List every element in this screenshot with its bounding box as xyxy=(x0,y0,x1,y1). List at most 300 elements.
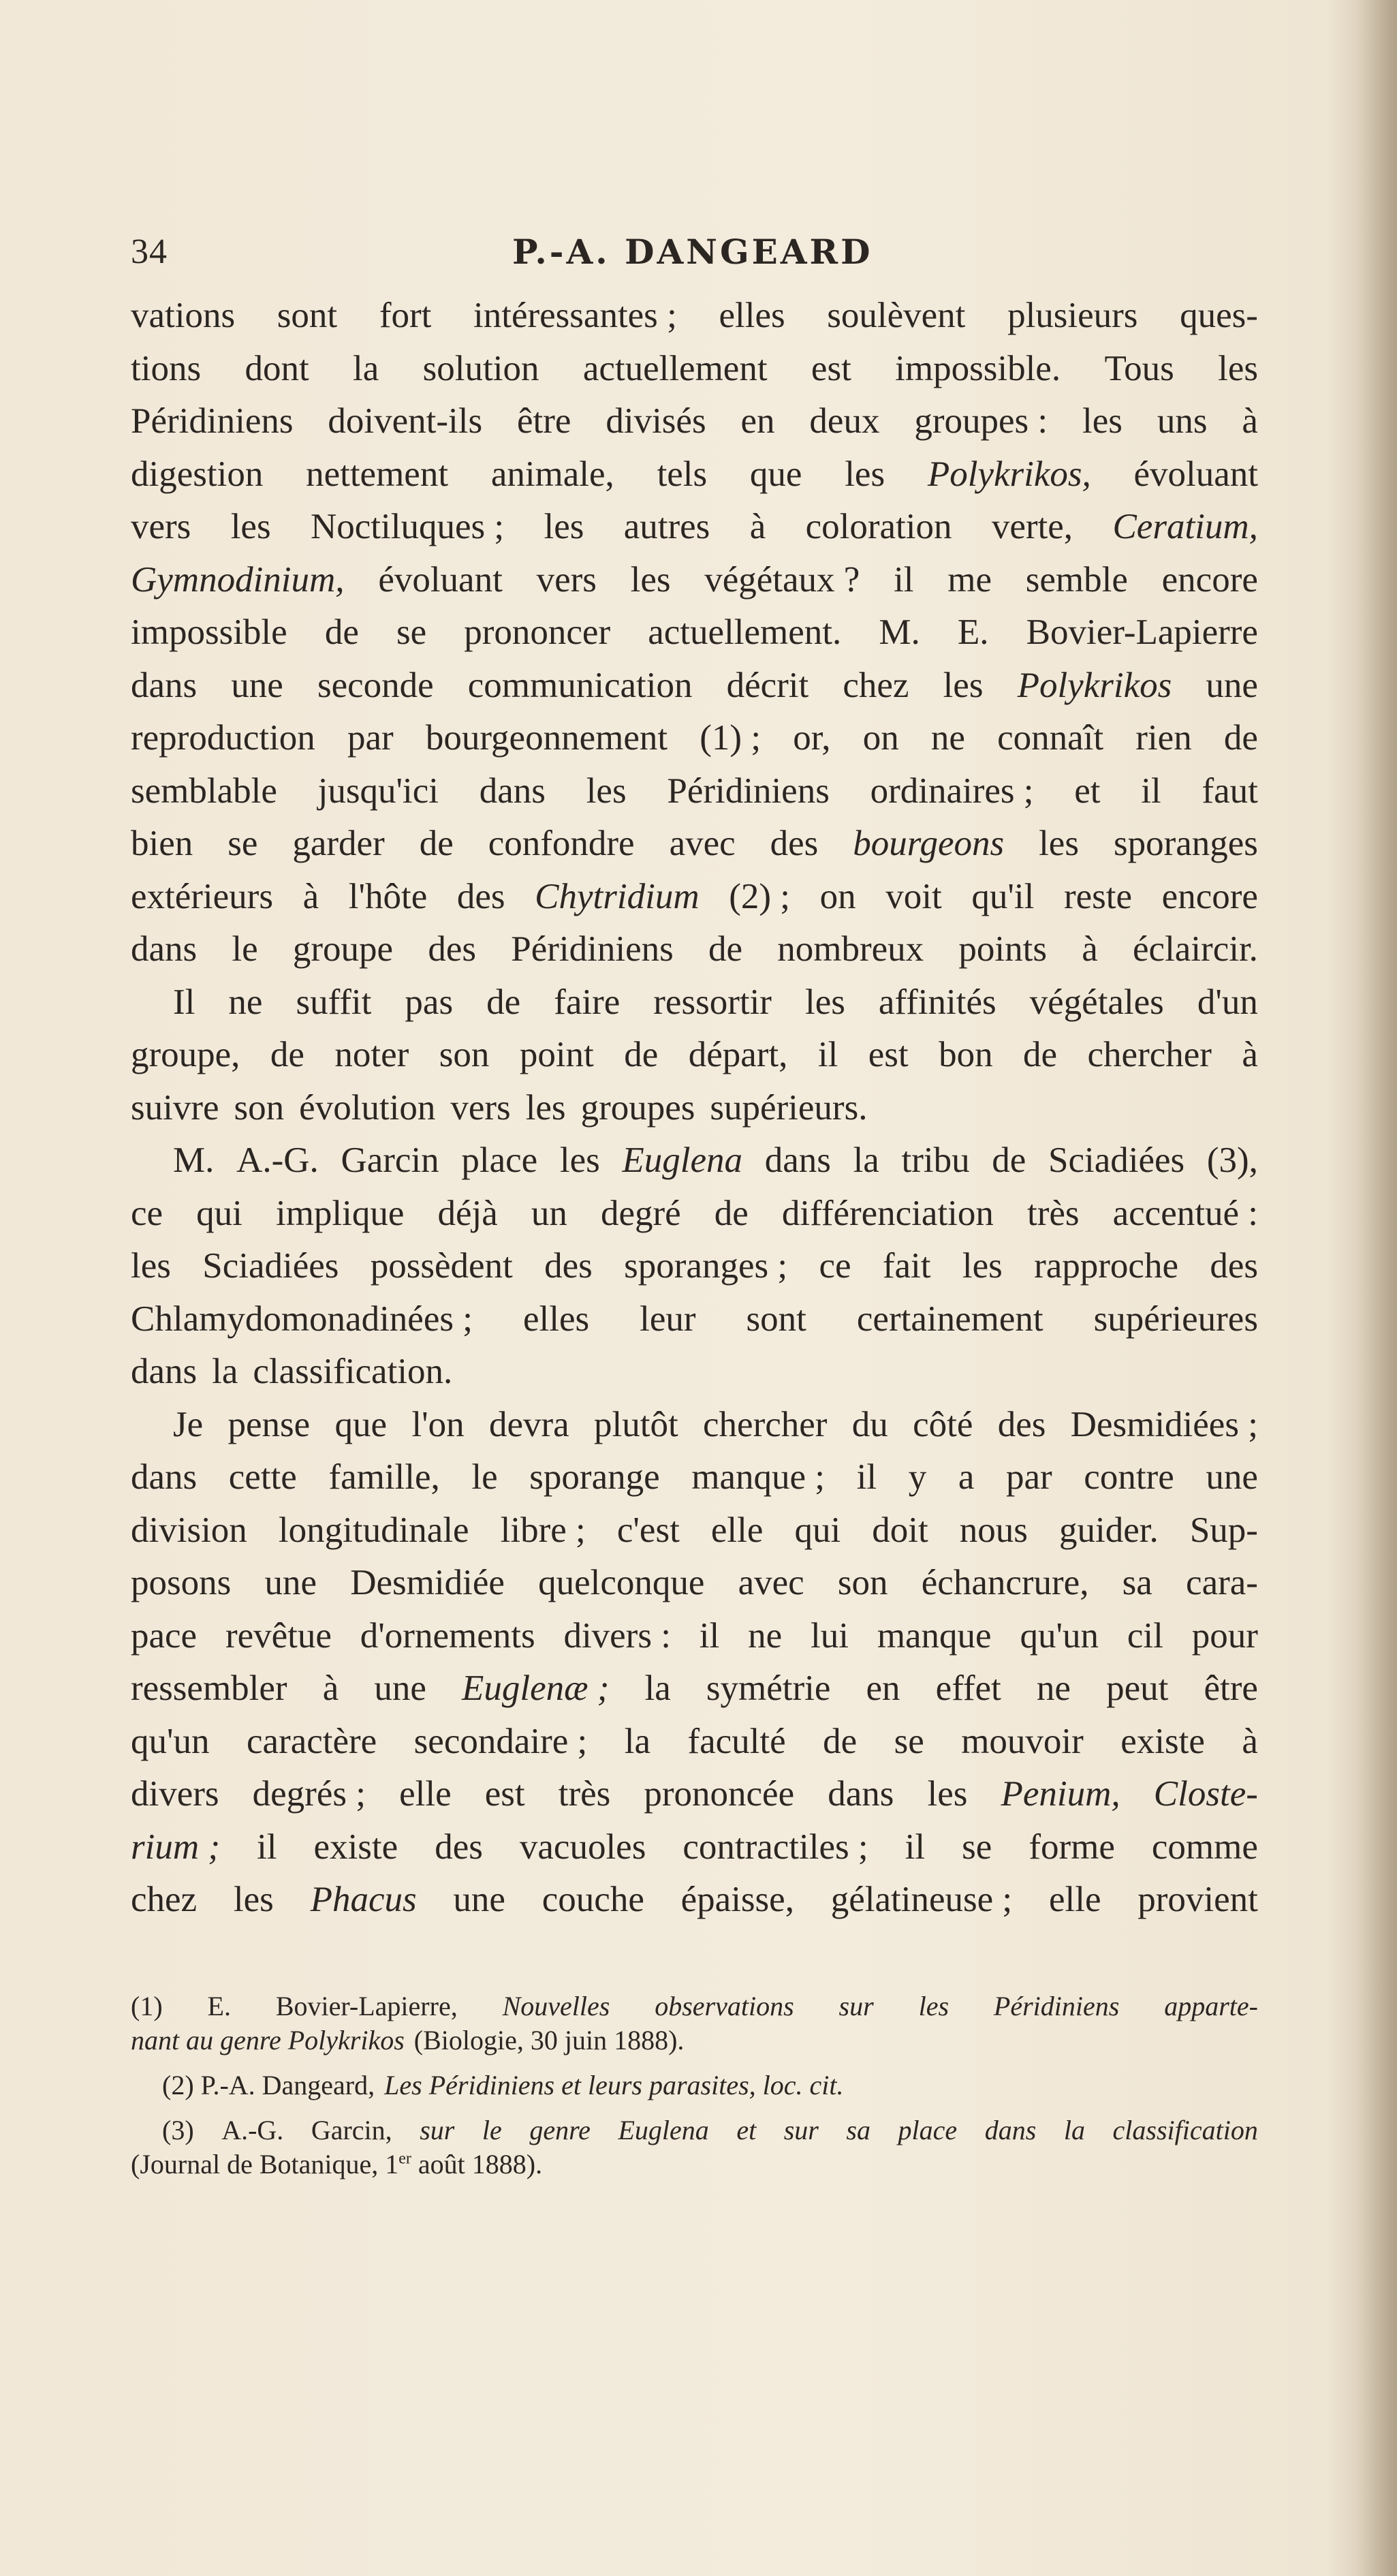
word: différenciation xyxy=(781,1193,994,1233)
word: les xyxy=(845,454,885,494)
text-line xyxy=(131,343,1258,396)
word: une xyxy=(1206,1457,1258,1497)
word: la xyxy=(624,1721,650,1761)
word: la xyxy=(853,1140,879,1180)
word: les xyxy=(131,1246,171,1286)
word: uns xyxy=(1157,401,1208,441)
text-line xyxy=(131,1399,1258,1452)
word: reproduction xyxy=(131,718,315,758)
word: divisés xyxy=(606,401,706,441)
footnote-word: sur xyxy=(838,1991,874,2021)
word: les xyxy=(805,982,845,1022)
word: caractère xyxy=(247,1721,377,1761)
word: Penium, xyxy=(1001,1774,1120,1814)
footnote-word: sur xyxy=(783,2115,819,2145)
word: gélatineuse ; xyxy=(830,1880,1013,1919)
word: Garcin xyxy=(341,1140,439,1180)
word: manque ; xyxy=(691,1457,825,1497)
word: on xyxy=(862,718,899,758)
word: provient xyxy=(1137,1880,1258,1919)
footnote-word: Péridiniens xyxy=(993,1991,1120,2021)
text-line xyxy=(131,290,1258,343)
word: jusqu'ici xyxy=(317,771,439,811)
text-line xyxy=(131,1082,1258,1135)
word: Euglena xyxy=(622,1140,743,1180)
footnotes xyxy=(131,1989,1258,2192)
footnote-3 xyxy=(131,2113,1258,2182)
word: être xyxy=(517,401,571,441)
word: elle xyxy=(710,1510,764,1550)
word: vations xyxy=(131,296,236,335)
footnote-1-italic: nant au genre Polykrikos xyxy=(131,2025,405,2055)
word: communication xyxy=(467,665,693,705)
word: est xyxy=(811,348,851,388)
word: l'hôte xyxy=(348,876,428,916)
word: revêtue xyxy=(225,1615,332,1656)
word: des xyxy=(770,824,819,863)
footnote-word: place xyxy=(898,2115,958,2145)
word: on xyxy=(819,876,856,916)
word: sont xyxy=(746,1299,806,1339)
word: très xyxy=(1027,1193,1080,1233)
footnote-word: dans xyxy=(984,2115,1037,2145)
word: doivent-ils xyxy=(328,401,483,441)
footnote-3-line-1 xyxy=(131,2113,1258,2147)
word: faire xyxy=(554,982,621,1022)
word: voit xyxy=(885,876,942,916)
word: possèdent xyxy=(370,1246,513,1286)
word: (3), xyxy=(1206,1140,1258,1180)
word: les xyxy=(230,507,271,546)
word: quelconque xyxy=(538,1563,705,1602)
word: or, xyxy=(793,718,831,758)
word: (1) ; xyxy=(700,718,762,758)
word: tribu xyxy=(901,1140,970,1180)
footnote-word: Garcin, xyxy=(311,2115,392,2145)
word: Péridiniens xyxy=(131,401,294,441)
word: des xyxy=(544,1246,593,1286)
word: et xyxy=(1074,771,1101,811)
word: encore xyxy=(1161,876,1258,916)
word: se xyxy=(396,612,427,652)
word: soulèvent xyxy=(827,296,966,335)
word: devra xyxy=(488,1404,569,1444)
text-line xyxy=(131,1029,1258,1082)
word: lui xyxy=(811,1615,849,1656)
word: cette xyxy=(228,1457,297,1497)
word: sporanges ; xyxy=(624,1246,788,1286)
text-line xyxy=(131,1451,1258,1504)
word: est xyxy=(484,1774,525,1814)
text-line xyxy=(131,871,1258,924)
text-line xyxy=(131,1293,1258,1346)
word: ne xyxy=(1036,1669,1071,1708)
word: chez xyxy=(843,665,909,705)
word: chez xyxy=(131,1880,198,1919)
word: les xyxy=(927,1774,968,1814)
word: éclaircir. xyxy=(1133,929,1258,969)
text-line xyxy=(131,1821,1258,1874)
word: de xyxy=(823,1721,858,1761)
word: Il xyxy=(173,982,195,1022)
word: Tous xyxy=(1104,348,1174,388)
word: les xyxy=(962,1246,1003,1286)
word: deux xyxy=(809,401,880,441)
word: nombreux xyxy=(777,929,924,969)
word: groupe, xyxy=(131,1035,240,1074)
word: de xyxy=(270,1035,304,1074)
word: vacuoles xyxy=(519,1827,646,1867)
word: a xyxy=(958,1457,975,1497)
footnote-word: observations xyxy=(655,1991,794,2021)
word: degrés ; xyxy=(252,1774,366,1814)
word: effet xyxy=(935,1669,1001,1708)
word: chercher xyxy=(1087,1035,1212,1074)
word: cil xyxy=(1127,1615,1163,1656)
body-text xyxy=(131,290,1258,1927)
word: (2) ; xyxy=(729,876,791,916)
word: Chytridium xyxy=(535,876,700,916)
word: la xyxy=(212,1352,238,1391)
word: sont xyxy=(277,296,338,335)
word: point xyxy=(519,1035,594,1074)
word: il xyxy=(856,1457,877,1497)
word: pense xyxy=(227,1404,311,1444)
footnote-3-line-2 xyxy=(131,2147,1258,2182)
word: vers xyxy=(450,1087,511,1128)
footnote-2-author: (2) P.-A. Dangeard, xyxy=(162,2070,375,2100)
word: bien xyxy=(131,824,193,863)
word: division xyxy=(131,1510,247,1550)
word: forme xyxy=(1029,1827,1115,1867)
word: rapproche xyxy=(1034,1246,1178,1286)
word: plutôt xyxy=(594,1404,678,1444)
word: avec xyxy=(669,824,736,863)
word: ne xyxy=(930,718,965,758)
word: il xyxy=(257,1827,277,1867)
word: place xyxy=(461,1140,538,1180)
word: côté xyxy=(913,1404,973,1444)
word: manque xyxy=(877,1615,992,1656)
word: rium ; xyxy=(131,1827,221,1867)
word: l'on xyxy=(411,1404,465,1444)
word: à xyxy=(302,876,319,916)
word: qui xyxy=(196,1193,242,1233)
word: intéressantes ; xyxy=(473,296,677,335)
word: certainement xyxy=(856,1299,1043,1339)
word: Closte- xyxy=(1153,1774,1258,1814)
word: ressembler xyxy=(131,1669,287,1708)
word: A.-G. xyxy=(236,1140,319,1180)
word: suivre xyxy=(131,1087,219,1128)
word: pour xyxy=(1191,1615,1258,1656)
word: départ, xyxy=(688,1035,788,1074)
word: pas xyxy=(405,982,454,1022)
word: pace xyxy=(131,1615,198,1656)
word: de xyxy=(624,1035,659,1074)
word: supérieures xyxy=(1093,1299,1258,1339)
footnote-word: A.-G. xyxy=(221,2115,284,2145)
word: des xyxy=(456,876,505,916)
word: contractiles ; xyxy=(682,1827,868,1867)
text-line xyxy=(131,659,1258,713)
word: les xyxy=(559,1140,600,1180)
word: me xyxy=(947,559,992,600)
word: les xyxy=(233,1880,274,1919)
word: prononcée xyxy=(644,1774,795,1814)
word: évoluant xyxy=(378,559,503,600)
word: existe xyxy=(1120,1721,1205,1761)
word: actuellement. xyxy=(648,612,842,652)
word: de xyxy=(708,929,743,969)
page-number: 34 xyxy=(131,232,168,271)
word: connaît xyxy=(997,718,1104,758)
word: suffit xyxy=(296,982,372,1022)
word: coloration xyxy=(805,507,952,546)
text-line xyxy=(131,1874,1258,1927)
footnote-1 xyxy=(131,1989,1258,2058)
text-line xyxy=(131,1662,1258,1716)
word: groupes : xyxy=(914,401,1048,441)
word: des xyxy=(435,1827,483,1867)
word: vers xyxy=(131,507,191,546)
word: animale, xyxy=(490,454,614,494)
word: les xyxy=(544,507,584,546)
text-line xyxy=(131,606,1258,659)
word: Polykrikos xyxy=(1017,665,1172,705)
word: impossible. xyxy=(895,348,1061,388)
word: Chlamydomonadinées ; xyxy=(131,1299,473,1339)
footnote-2 xyxy=(131,2068,1258,2102)
word: déjà xyxy=(437,1193,498,1233)
word: la xyxy=(353,348,379,388)
word: elles xyxy=(719,296,785,335)
word: sporange xyxy=(529,1457,660,1497)
word: il xyxy=(1141,771,1161,811)
word: confondre xyxy=(488,824,635,863)
text-line xyxy=(131,1610,1258,1663)
footnote-word: E. xyxy=(207,1991,231,2021)
footnote-1-line-1 xyxy=(131,1989,1258,2023)
word: les xyxy=(1039,824,1079,863)
text-line xyxy=(131,501,1258,554)
word: des xyxy=(1210,1246,1258,1286)
word: des xyxy=(997,1404,1046,1444)
word: évoluant xyxy=(1133,454,1258,494)
footnote-word: Bovier-Lapierre, xyxy=(275,1991,458,2021)
footnote-1-source: (Biologie, 30 juin 1888). xyxy=(413,2025,685,2055)
word: des xyxy=(428,929,476,969)
word: bon xyxy=(939,1035,993,1074)
word: de xyxy=(992,1140,1026,1180)
word: M. xyxy=(879,612,920,652)
word: le xyxy=(471,1457,498,1497)
word: semblable xyxy=(131,771,277,811)
word: à xyxy=(1242,1721,1258,1761)
word: Polykrikos, xyxy=(927,454,1091,494)
word: les xyxy=(1218,348,1258,388)
word: guider. xyxy=(1059,1510,1159,1550)
word: de xyxy=(1023,1035,1058,1074)
word: les xyxy=(586,771,627,811)
footnote-2-title: Les Péridiniens et leurs parasites, loc. cit. xyxy=(384,2070,844,2100)
word: son xyxy=(439,1035,490,1074)
footnote-word: genre xyxy=(529,2115,591,2145)
word: sa xyxy=(1122,1563,1152,1602)
footnote-3-journal: (Journal de Botanique, 1er août 1888). xyxy=(131,2149,543,2179)
word: comme xyxy=(1151,1827,1258,1867)
word: degré xyxy=(600,1193,681,1233)
word: ordinaires ; xyxy=(870,771,1034,811)
word: dans xyxy=(479,771,546,811)
word: dans xyxy=(131,665,198,705)
word: les xyxy=(630,559,671,600)
word: une xyxy=(231,665,283,705)
word: Desmidiées ; xyxy=(1070,1404,1258,1444)
word: groupe xyxy=(292,929,394,969)
word: une xyxy=(264,1563,317,1602)
text-line xyxy=(131,712,1258,765)
footnote-word: (1) xyxy=(131,1991,163,2021)
word: à xyxy=(1082,929,1098,969)
word: tions xyxy=(131,348,202,388)
word: les xyxy=(525,1087,566,1128)
word: seconde xyxy=(317,665,434,705)
word: famille, xyxy=(328,1457,440,1497)
word: une xyxy=(453,1880,505,1919)
word: il xyxy=(817,1035,838,1074)
word: divers xyxy=(131,1774,219,1814)
word: contre xyxy=(1084,1457,1174,1497)
word: points xyxy=(958,929,1047,969)
word: semble xyxy=(1025,559,1128,600)
word: faut xyxy=(1202,771,1258,811)
word: dans xyxy=(131,929,198,969)
word: épaisse, xyxy=(680,1880,794,1919)
word: ne xyxy=(228,982,263,1022)
word: il xyxy=(894,559,914,600)
word: il xyxy=(699,1615,720,1656)
word: à xyxy=(1242,1035,1258,1074)
word: Desmidiée xyxy=(350,1563,505,1602)
text-line xyxy=(131,1557,1258,1610)
word: solution xyxy=(422,348,539,388)
word: mouvoir xyxy=(961,1721,1084,1761)
word: se xyxy=(894,1721,924,1761)
word: nous xyxy=(959,1510,1028,1550)
word: Péridiniens xyxy=(667,771,830,811)
word: noter xyxy=(334,1035,409,1074)
word: ce xyxy=(131,1193,163,1233)
word: groupes xyxy=(580,1087,695,1128)
footnote-word: le xyxy=(482,2115,502,2145)
word: dans xyxy=(131,1352,198,1391)
word: les xyxy=(943,665,984,705)
word: posons xyxy=(131,1563,232,1602)
word: se xyxy=(962,1827,992,1867)
word: elle xyxy=(1048,1880,1101,1919)
word: secondaire ; xyxy=(413,1721,588,1761)
word: elle xyxy=(399,1774,452,1814)
word: divers : xyxy=(563,1615,671,1656)
text-line xyxy=(131,1504,1258,1557)
word: Phacus xyxy=(310,1880,417,1919)
word: décrit xyxy=(726,665,809,705)
word: de xyxy=(714,1193,749,1233)
word: Euglenæ ; xyxy=(462,1669,610,1708)
footnote-2-line-1 xyxy=(131,2068,1258,2102)
word: que xyxy=(334,1404,388,1444)
word: par xyxy=(347,718,394,758)
word: à xyxy=(1242,401,1258,441)
word: plusieurs xyxy=(1007,296,1138,335)
word: à xyxy=(322,1669,339,1708)
text-line xyxy=(131,395,1258,448)
text-line xyxy=(131,1188,1258,1241)
word: Sciadiées xyxy=(202,1246,339,1286)
footnote-word: sa xyxy=(846,2115,870,2145)
word: de xyxy=(1223,718,1258,758)
word: actuellement xyxy=(582,348,768,388)
word: dans xyxy=(764,1140,831,1180)
word: elles xyxy=(522,1299,590,1339)
word: fait xyxy=(882,1246,931,1286)
word: leur xyxy=(640,1299,696,1339)
word: bourgeonnement xyxy=(425,718,668,758)
footnote-word: apparte- xyxy=(1164,1991,1258,2021)
word: tels xyxy=(657,454,708,494)
footnote-word: classification xyxy=(1112,2115,1258,2145)
footnote-word: (3) xyxy=(162,2115,194,2145)
word: se xyxy=(227,824,258,863)
word: chercher xyxy=(703,1404,828,1444)
word: affinités xyxy=(878,982,996,1022)
word: couche xyxy=(541,1880,644,1919)
word: fort xyxy=(379,296,432,335)
word: qu'un xyxy=(1020,1615,1099,1656)
word: longitudinale xyxy=(278,1510,469,1550)
word: y xyxy=(908,1457,927,1497)
word: prononcer xyxy=(464,612,611,652)
word: dans xyxy=(828,1774,894,1814)
word: impossible xyxy=(131,612,287,652)
footnote-word: les xyxy=(918,1991,949,2021)
word: ques- xyxy=(1180,296,1258,335)
word: végétales xyxy=(1029,982,1164,1022)
word: qu'il xyxy=(971,876,1035,916)
word: il xyxy=(905,1827,926,1867)
word: cara- xyxy=(1186,1563,1258,1602)
word: Gymnodinium, xyxy=(131,559,345,600)
word: végétaux ? xyxy=(704,559,860,600)
word: son xyxy=(837,1563,888,1602)
word: du xyxy=(851,1404,888,1444)
word: échancrure, xyxy=(921,1563,1089,1602)
word: d'un xyxy=(1197,982,1258,1022)
word: doit xyxy=(872,1510,928,1550)
word: la xyxy=(644,1669,671,1708)
word: existe xyxy=(313,1827,398,1867)
word: extérieurs xyxy=(131,876,273,916)
text-line xyxy=(131,765,1258,818)
word: verte, xyxy=(991,507,1073,546)
text-line xyxy=(131,1716,1258,1769)
word: classification. xyxy=(253,1352,453,1391)
word: faculté xyxy=(687,1721,786,1761)
word: supérieurs. xyxy=(710,1087,868,1128)
running-title: P.-A. DANGEARD xyxy=(512,232,873,272)
word: est xyxy=(868,1035,909,1074)
